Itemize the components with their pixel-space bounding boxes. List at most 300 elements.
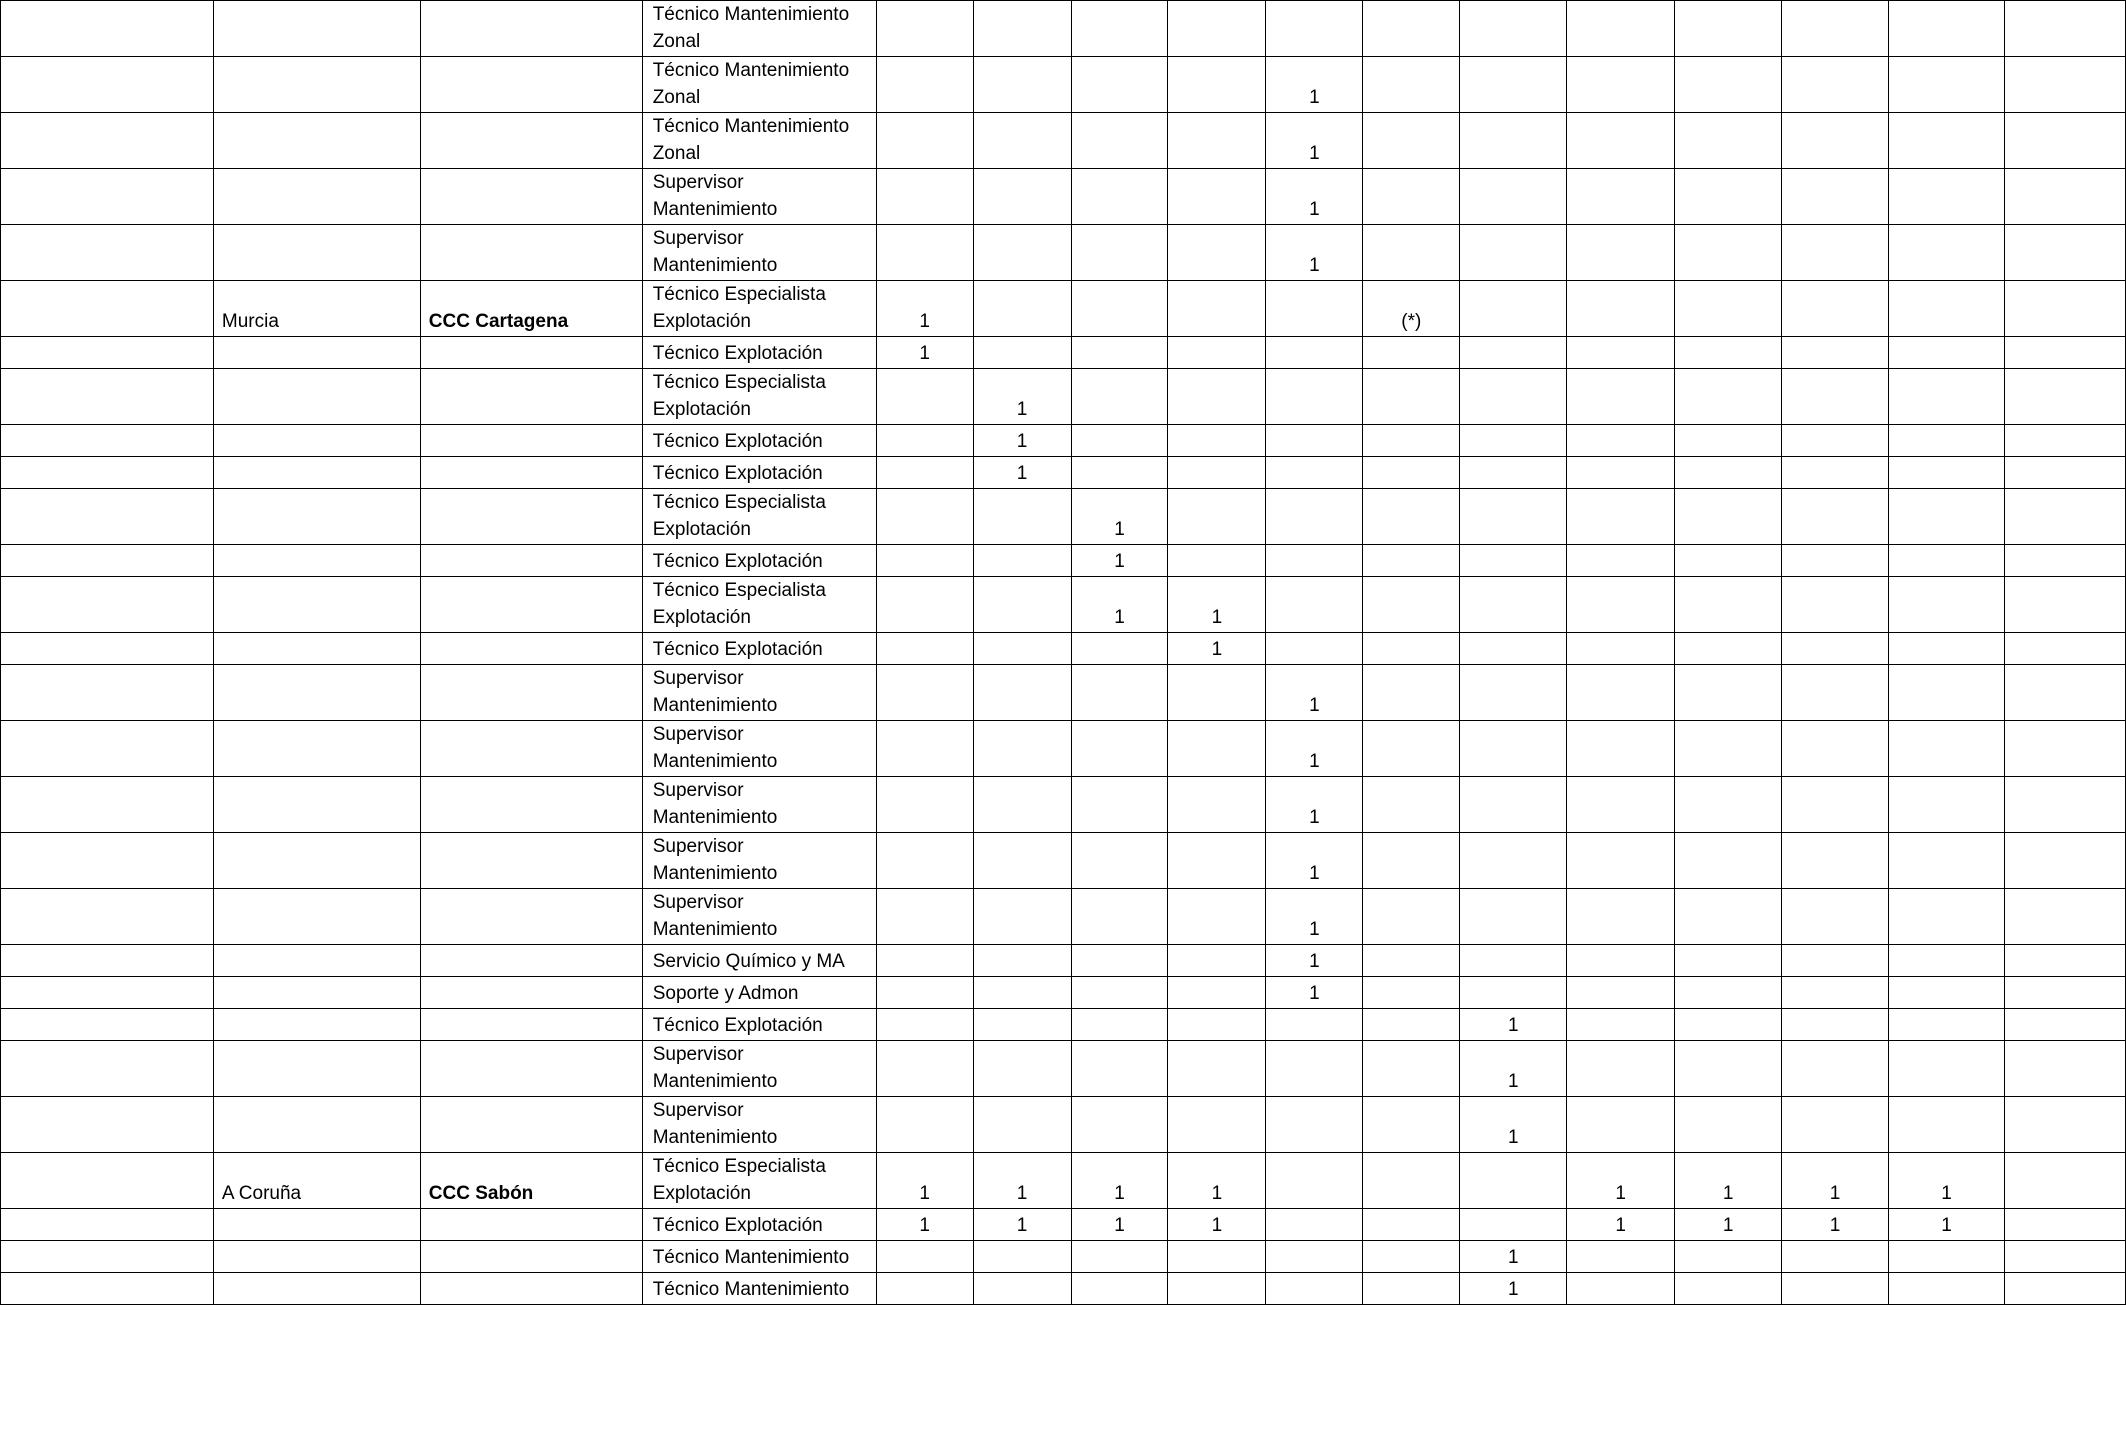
value-cell [973,833,1071,889]
center-cell [420,225,642,281]
value-cell [973,665,1071,721]
value-cell [2004,1041,2125,1097]
value-cell [1889,337,2005,369]
value-cell [1266,1,1363,57]
value-cell [1889,833,2005,889]
value-cell [1363,665,1460,721]
center-cell [420,545,642,577]
center-cell [420,665,642,721]
value-cell [1889,665,2005,721]
value-cell [1071,281,1168,337]
role-cell: Técnico Mantenimiento Zonal [642,1,876,57]
value-cell [1782,777,1889,833]
region-cell [213,369,420,425]
value-cell [2004,633,2125,665]
center-cell [420,1241,642,1273]
table-row [1,369,2126,425]
value-cell [973,545,1071,577]
value-cell [1168,977,1266,1009]
value-cell [876,489,973,545]
value-cell [2004,57,2125,113]
table-row [1,225,2126,281]
value-cell [1071,169,1168,225]
region-cell [213,777,420,833]
blank-cell [1,777,214,833]
value-cell [1782,113,1889,169]
value-cell: 1 [1782,1153,1889,1209]
value-cell: 1 [1266,225,1363,281]
value-cell [1460,281,1567,337]
value-cell [876,721,973,777]
value-cell [1266,1273,1363,1305]
value-cell [1168,57,1266,113]
value-cell [1782,1,1889,57]
value-cell [1782,369,1889,425]
value-cell [1071,369,1168,425]
value-cell [2004,113,2125,169]
value-cell [1168,1273,1266,1305]
value-cell [1889,777,2005,833]
value-cell [1071,721,1168,777]
value-cell [1460,1153,1567,1209]
value-cell [1567,337,1675,369]
value-cell [1567,225,1675,281]
value-cell [1071,1009,1168,1041]
blank-cell [1,169,214,225]
value-cell [876,633,973,665]
value-cell [1168,721,1266,777]
value-cell [1168,457,1266,489]
value-cell [876,545,973,577]
value-cell [1266,1153,1363,1209]
value-cell [1889,1273,2005,1305]
table-row [1,833,2126,889]
role-cell: Técnico Explotación [642,1209,876,1241]
table-row [1,889,2126,945]
value-cell: 1 [1675,1153,1782,1209]
table-row [1,945,2126,977]
value-cell [2004,425,2125,457]
blank-cell [1,225,214,281]
region-cell [213,1209,420,1241]
value-cell [1567,545,1675,577]
value-cell [1071,1,1168,57]
value-cell [1363,977,1460,1009]
value-cell [1460,225,1567,281]
table-row [1,545,2126,577]
role-cell: Técnico Mantenimiento [642,1241,876,1273]
value-cell [1567,113,1675,169]
blank-cell [1,1009,214,1041]
value-cell [973,489,1071,545]
value-cell [1460,945,1567,977]
value-cell: 1 [1567,1153,1675,1209]
value-cell [1071,1097,1168,1153]
value-cell [1460,1209,1567,1241]
value-cell [1363,577,1460,633]
value-cell: 1 [1071,489,1168,545]
blank-cell [1,945,214,977]
value-cell [1168,1097,1266,1153]
value-cell [1675,977,1782,1009]
value-cell [1567,633,1675,665]
value-cell: 1 [1675,1209,1782,1241]
center-cell [420,945,642,977]
blank-cell [1,337,214,369]
value-cell [1675,457,1782,489]
value-cell [1363,489,1460,545]
value-cell [1675,889,1782,945]
value-cell [1889,57,2005,113]
role-cell: Técnico Explotación [642,425,876,457]
table-row [1,1041,2126,1097]
value-cell [1266,425,1363,457]
value-cell [1782,545,1889,577]
value-cell [1363,721,1460,777]
value-cell [2004,1153,2125,1209]
center-cell [420,1273,642,1305]
value-cell [1567,1009,1675,1041]
value-cell [1782,1097,1889,1153]
region-cell [213,425,420,457]
table-row [1,665,2126,721]
value-cell [1168,1009,1266,1041]
value-cell [1460,977,1567,1009]
value-cell [2004,1209,2125,1241]
value-cell [1889,281,2005,337]
center-cell [420,489,642,545]
value-cell [1889,1097,2005,1153]
value-cell [1460,57,1567,113]
value-cell [1675,665,1782,721]
value-cell [1071,977,1168,1009]
value-cell: 1 [1460,1009,1567,1041]
value-cell [1782,281,1889,337]
value-cell [1782,425,1889,457]
center-cell [420,577,642,633]
value-cell [1675,945,1782,977]
value-cell: (*) [1363,281,1460,337]
value-cell [1363,889,1460,945]
value-cell [1460,1,1567,57]
value-cell [1071,777,1168,833]
center-cell: CCC Cartagena [420,281,642,337]
value-cell: 1 [973,425,1071,457]
region-cell [213,1009,420,1041]
value-cell [1363,337,1460,369]
value-cell [1889,633,2005,665]
value-cell [1675,1273,1782,1305]
value-cell [876,1041,973,1097]
value-cell [1567,977,1675,1009]
value-cell: 1 [1889,1209,2005,1241]
region-cell [213,1273,420,1305]
blank-cell [1,977,214,1009]
region-cell [213,57,420,113]
value-cell [2004,721,2125,777]
region-cell [213,337,420,369]
value-cell [2004,777,2125,833]
value-cell [2004,665,2125,721]
center-cell [420,1,642,57]
center-cell [420,833,642,889]
value-cell [1460,577,1567,633]
value-cell [973,889,1071,945]
value-cell [1266,457,1363,489]
value-cell [2004,369,2125,425]
value-cell: 1 [1071,1209,1168,1241]
value-cell [1675,225,1782,281]
value-cell [1782,489,1889,545]
value-cell [1363,1,1460,57]
region-cell [213,169,420,225]
value-cell [973,577,1071,633]
table-row [1,57,2126,113]
role-cell: Supervisor Mantenimiento [642,665,876,721]
value-cell: 1 [876,1209,973,1241]
value-cell [1266,281,1363,337]
table-row [1,337,2126,369]
value-cell: 1 [1266,665,1363,721]
role-cell: Técnico Explotación [642,633,876,665]
value-cell: 1 [1071,1153,1168,1209]
value-cell [1889,169,2005,225]
value-cell [876,369,973,425]
value-cell [973,57,1071,113]
value-cell [1363,369,1460,425]
value-cell [1675,281,1782,337]
value-cell [1168,1041,1266,1097]
value-cell: 1 [1266,833,1363,889]
value-cell [1567,57,1675,113]
value-cell [2004,889,2125,945]
role-cell: Técnico Especialista Explotación [642,281,876,337]
value-cell [973,1041,1071,1097]
region-cell [213,457,420,489]
region-cell [213,633,420,665]
region-cell [213,945,420,977]
region-cell [213,545,420,577]
value-cell: 1 [876,337,973,369]
value-cell: 1 [1460,1097,1567,1153]
value-cell [973,777,1071,833]
value-cell: 1 [973,457,1071,489]
role-cell: Supervisor Mantenimiento [642,833,876,889]
value-cell [2004,281,2125,337]
region-cell [213,721,420,777]
value-cell: 1 [1266,113,1363,169]
role-cell: Técnico Especialista Explotación [642,369,876,425]
value-cell [1782,1273,1889,1305]
value-cell [1675,633,1782,665]
blank-cell [1,1041,214,1097]
value-cell [1675,113,1782,169]
value-cell [876,777,973,833]
value-cell: 1 [1168,1153,1266,1209]
value-cell [876,1097,973,1153]
role-cell: Supervisor Mantenimiento [642,225,876,281]
value-cell [876,889,973,945]
value-cell [1168,777,1266,833]
table-row [1,721,2126,777]
value-cell [1071,1273,1168,1305]
value-cell [876,457,973,489]
center-cell [420,169,642,225]
table-row [1,633,2126,665]
value-cell [973,1273,1071,1305]
value-cell [1168,889,1266,945]
value-cell [876,425,973,457]
value-cell [1782,225,1889,281]
blank-cell [1,833,214,889]
value-cell [973,169,1071,225]
value-cell [1675,721,1782,777]
value-cell [1567,169,1675,225]
value-cell [1266,577,1363,633]
value-cell [1168,425,1266,457]
table-row [1,1241,2126,1273]
value-cell [1782,57,1889,113]
blank-cell [1,1241,214,1273]
value-cell [2004,1009,2125,1041]
region-cell [213,113,420,169]
value-cell [1889,489,2005,545]
region-cell: Murcia [213,281,420,337]
role-cell: Técnico Especialista Explotación [642,577,876,633]
value-cell [1363,1097,1460,1153]
value-cell [973,337,1071,369]
value-cell: 1 [1460,1273,1567,1305]
value-cell [2004,337,2125,369]
value-cell [973,1009,1071,1041]
center-cell [420,1097,642,1153]
value-cell [1675,489,1782,545]
value-cell [973,1,1071,57]
value-cell [1889,977,2005,1009]
region-cell [213,1,420,57]
table-row [1,281,2126,337]
value-cell [1675,833,1782,889]
region-cell [213,577,420,633]
value-cell: 1 [1168,1209,1266,1241]
value-cell: 1 [1266,169,1363,225]
value-cell [973,1097,1071,1153]
table-row [1,577,2126,633]
role-cell: Técnico Especialista Explotación [642,1153,876,1209]
value-cell [1266,489,1363,545]
table-row [1,113,2126,169]
value-cell [973,633,1071,665]
value-cell: 1 [1266,721,1363,777]
value-cell [1782,665,1889,721]
role-cell: Técnico Explotación [642,1009,876,1041]
value-cell [1675,1,1782,57]
value-cell [1460,833,1567,889]
table-row [1,1209,2126,1241]
value-cell [1363,425,1460,457]
value-cell [1266,369,1363,425]
value-cell [1889,457,2005,489]
value-cell [2004,1,2125,57]
value-cell [1168,281,1266,337]
blank-cell [1,57,214,113]
role-cell: Soporte y Admon [642,977,876,1009]
value-cell [876,113,973,169]
center-cell [420,457,642,489]
role-cell: Supervisor Mantenimiento [642,169,876,225]
role-cell: Supervisor Mantenimiento [642,889,876,945]
value-cell [1266,1009,1363,1041]
value-cell [1782,889,1889,945]
value-cell [1567,425,1675,457]
value-cell [1567,457,1675,489]
value-cell [2004,169,2125,225]
value-cell [1675,577,1782,633]
value-cell [876,945,973,977]
value-cell [1266,1041,1363,1097]
value-cell: 1 [973,1153,1071,1209]
value-cell [1071,425,1168,457]
value-cell [1071,889,1168,945]
value-cell [1675,369,1782,425]
value-cell [1889,889,2005,945]
blank-cell [1,545,214,577]
value-cell [1567,945,1675,977]
value-cell [1567,489,1675,545]
value-cell [2004,489,2125,545]
center-cell [420,777,642,833]
value-cell [1266,1209,1363,1241]
value-cell: 1 [1071,545,1168,577]
table-row [1,777,2126,833]
value-cell [1071,1041,1168,1097]
value-cell [1460,337,1567,369]
value-cell [1168,833,1266,889]
value-cell [1266,545,1363,577]
value-cell [876,1241,973,1273]
value-cell [1782,1041,1889,1097]
blank-cell [1,577,214,633]
value-cell [1460,369,1567,425]
value-cell: 1 [973,1209,1071,1241]
value-cell [1782,169,1889,225]
table-row [1,425,2126,457]
value-cell [1363,1209,1460,1241]
role-cell: Supervisor Mantenimiento [642,1041,876,1097]
value-cell [1168,665,1266,721]
value-cell [1168,113,1266,169]
blank-cell [1,425,214,457]
value-cell [2004,1241,2125,1273]
value-cell [1782,337,1889,369]
blank-cell [1,113,214,169]
role-cell: Técnico Especialista Explotación [642,489,876,545]
value-cell [1363,1009,1460,1041]
value-cell [1567,777,1675,833]
value-cell [1363,777,1460,833]
region-cell [213,225,420,281]
value-cell [1071,457,1168,489]
role-cell: Supervisor Mantenimiento [642,721,876,777]
center-cell [420,1209,642,1241]
value-cell [973,113,1071,169]
value-cell [973,945,1071,977]
value-cell [2004,545,2125,577]
table-body [1,1,2126,1305]
blank-cell [1,633,214,665]
value-cell [1567,665,1675,721]
value-cell [1460,113,1567,169]
